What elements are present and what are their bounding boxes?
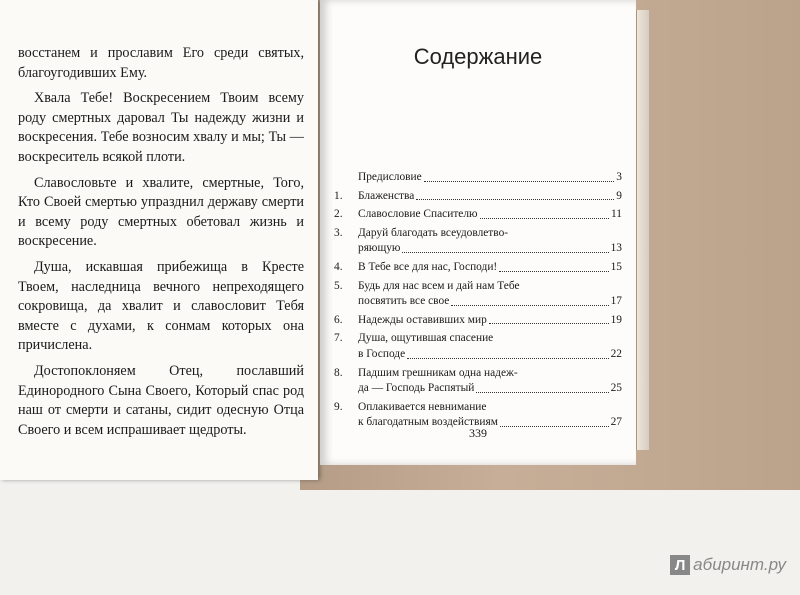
toc-entry-page: 22 <box>610 347 622 360</box>
toc-entry <box>334 189 622 205</box>
toc-entry-title: Будь для нас всем и дай нам Тебе <box>358 279 520 292</box>
toc-entry-page: 19 <box>610 313 622 326</box>
toc-entry-page: 17 <box>610 295 622 308</box>
toc-entry-title: Оплакивается невнимание <box>358 400 487 413</box>
page-number: 339 <box>469 426 487 440</box>
toc-leader-dots <box>424 181 615 182</box>
page-edges <box>636 10 649 450</box>
toc-entry-page: 25 <box>610 382 622 395</box>
toc-entry <box>334 331 622 362</box>
toc-entry-title: в Господе <box>358 347 406 360</box>
toc-entry-number: 4. <box>334 260 343 273</box>
toc-entry-page: 27 <box>610 416 622 429</box>
toc-entry <box>334 260 622 276</box>
toc-leader-dots <box>451 305 608 306</box>
toc-entry <box>334 170 622 186</box>
toc-entry-number: 9. <box>334 400 343 413</box>
paragraph: Славословьте и хвалите, смертные, Того, Кто Своей смертью упразднил державу смерти и всему роду смертных обетовал жизнь и воскресение. <box>18 174 304 250</box>
paragraph: Душа, искавшая прибежища в Кресте Твоем, наследница вечного непреходящего сокровища, да хвалит и славословит Тебя вместе с духами, к сонмам которых она причислена. <box>18 258 304 354</box>
toc-entry-number <box>334 170 358 186</box>
toc-entry-title: Душа, ощутившая спасение <box>358 332 494 345</box>
toc-leader-dots <box>489 323 609 324</box>
paragraph: восстанем и прославим Его среди святых, благоугодивших Ему. <box>18 45 304 81</box>
toc-entry-title: посвятить все свое <box>358 295 450 308</box>
right-page <box>320 0 636 465</box>
toc-entry <box>334 313 622 329</box>
toc-entry-number: 1. <box>334 189 343 202</box>
toc-entry-title: Предисловие <box>358 171 422 183</box>
toc-leader-dots <box>407 358 608 359</box>
toc-entry-number: 8. <box>334 366 343 379</box>
watermark <box>670 555 786 575</box>
paragraph: Хвала Тебе! Воскресением Твоим всему роду смертных даровал Ты надежду жизни и воскресения. Тебе возносим хвалу и мы; Ты — воскреситель всякой плоти. <box>18 90 304 165</box>
toc-entry-number: 6. <box>334 313 343 326</box>
toc-entry <box>334 226 622 257</box>
toc-entry <box>334 207 622 223</box>
toc-entry-title: Блаженства <box>358 189 415 202</box>
paragraph: Достопоклоняем Отец, пославший Единородного Сына Своего, Который спас род наш от смерти и сатаны, сидит одесную Отца Своего и всем испрашивает щедроты. <box>18 362 304 438</box>
toc-entry-number: 5. <box>334 279 343 292</box>
toc-entry-title: Надежды оставивших мир <box>358 313 487 326</box>
left-page <box>0 0 318 480</box>
toc-entry-page: 13 <box>610 242 622 255</box>
toc-entry <box>334 279 622 310</box>
toc-entry-page: 11 <box>611 208 622 221</box>
toc-entry-number: 7. <box>334 332 343 345</box>
watermark-text: абиринт.ру <box>693 555 786 574</box>
page-title: Содержание <box>413 44 543 69</box>
toc-entry-title: к благодатным воздействиям <box>358 416 498 429</box>
toc-entry-title: да — Господь Распятый <box>358 382 475 395</box>
toc-leader-dots <box>499 271 608 272</box>
toc-entry-page: 3 <box>616 171 622 183</box>
toc-entry-title: Славословие Спасителю <box>358 208 478 221</box>
toc-entry <box>334 366 622 397</box>
toc-entry-title: В Тебе все для нас, Господи! <box>358 260 498 273</box>
toc-entry-number: 3. <box>334 226 343 239</box>
toc-entry-title: ряющую <box>358 242 401 255</box>
toc-entry-number: 2. <box>334 208 343 221</box>
left-page-text <box>18 44 304 446</box>
toc-entry-page: 9 <box>616 189 622 202</box>
toc-leader-dots <box>476 392 608 393</box>
toc-leader-dots <box>480 218 609 219</box>
watermark-logo-icon: Л <box>670 555 690 575</box>
toc-entry-title: Падшим грешникам одна надеж- <box>358 366 518 379</box>
toc-entry-page: 15 <box>610 260 622 273</box>
toc-leader-dots <box>416 199 614 200</box>
toc-entry-title: Даруй благодать всеудовлетво- <box>358 226 509 239</box>
table-of-contents <box>334 170 622 434</box>
toc-leader-dots <box>402 252 608 253</box>
